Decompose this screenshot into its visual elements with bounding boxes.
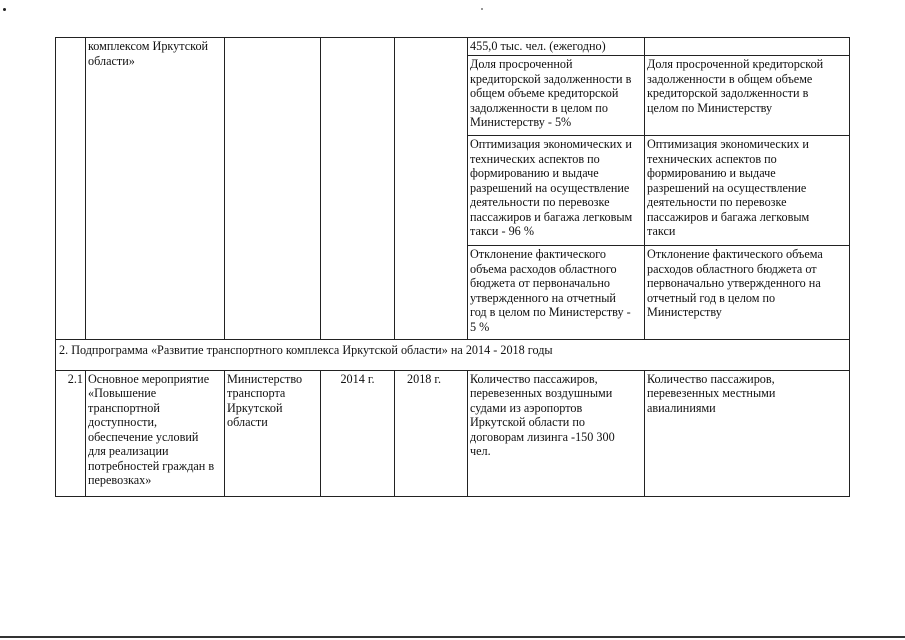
executor-line: Иркутской bbox=[227, 400, 283, 415]
indicator-line: кредиторской задолженности в bbox=[647, 86, 809, 100]
target-cell bbox=[468, 370, 645, 496]
table-row bbox=[56, 38, 850, 56]
indicator-line: первоначально утвержденного на bbox=[647, 276, 821, 290]
target-line: договорам лизинга -150 300 bbox=[470, 429, 615, 444]
event-line: транспортной bbox=[88, 400, 160, 415]
event-line: для реализации bbox=[88, 444, 169, 458]
target-line: 455,0 тыс. чел. (ежегодно) bbox=[470, 39, 606, 53]
target-line: разрешений на осуществление bbox=[470, 180, 630, 195]
target-line: кредиторской задолженности в bbox=[470, 71, 632, 86]
indicator-line: целом по Министерству bbox=[647, 100, 773, 115]
target-line: бюджета от первоначально bbox=[470, 276, 610, 290]
num-cell bbox=[56, 38, 86, 340]
indicator-line: Количество пассажиров, bbox=[647, 371, 775, 386]
indicator-line: формированию и выдаче bbox=[647, 166, 776, 180]
start-year-cell: 2014 г. bbox=[321, 370, 395, 496]
target-line: Министерству - 5% bbox=[470, 115, 572, 129]
indicator-line: перевезенных местными bbox=[647, 386, 776, 400]
event-line: перевозках» bbox=[88, 473, 152, 487]
event-line: доступности, bbox=[88, 415, 158, 429]
indicator-cell bbox=[645, 56, 850, 136]
indicator-line: деятельности по перевозке bbox=[647, 195, 787, 209]
target-line: технических аспектов по bbox=[470, 151, 600, 166]
target-line: общем объеме кредиторской bbox=[470, 86, 619, 100]
target-line: задолженности в целом по bbox=[470, 100, 608, 115]
target-cell bbox=[468, 56, 645, 136]
section-title: 2. Подпрограмма «Развитие транспортного комплекса Иркутской области» на 2014 - 2018 годы bbox=[56, 340, 850, 371]
target-line: Доля просроченной bbox=[470, 57, 573, 71]
target-line: 5 % bbox=[470, 319, 490, 334]
end-year-cell: 2018 г. bbox=[395, 370, 468, 496]
executor-line: области bbox=[227, 415, 268, 429]
target-line: Отклонение фактического bbox=[470, 247, 607, 261]
target-line: формированию и выдаче bbox=[470, 166, 599, 180]
event-line: комплексом Иркутской bbox=[88, 39, 209, 53]
event-line: потребностей граждан в bbox=[88, 458, 215, 473]
executor-line: транспорта bbox=[227, 386, 286, 400]
target-cell bbox=[468, 38, 645, 56]
event-line: области» bbox=[88, 53, 135, 68]
table-row bbox=[56, 370, 850, 496]
event-cell bbox=[86, 38, 225, 340]
indicator-line: Министерству bbox=[647, 305, 722, 319]
indicator-cell bbox=[645, 246, 850, 340]
target-cell bbox=[468, 136, 645, 246]
num-cell: 2.1 bbox=[56, 370, 86, 496]
scan-dot bbox=[481, 8, 483, 10]
target-line: пассажиров и багажа легковым bbox=[470, 209, 633, 224]
target-line: год в целом по Министерству - bbox=[470, 305, 631, 319]
indicator-line: такси bbox=[647, 224, 676, 238]
indicator-line: пассажиров и багажа легковым bbox=[647, 209, 810, 224]
target-line: чел. bbox=[470, 444, 491, 458]
indicator-line: отчетный год в целом по bbox=[647, 290, 776, 305]
event-line: обеспечение условий bbox=[88, 429, 199, 444]
indicator-cell bbox=[645, 370, 850, 496]
event-cell bbox=[86, 370, 225, 496]
executor-cell bbox=[225, 370, 321, 496]
indicator-line: расходов областного бюджета от bbox=[647, 261, 817, 276]
start-year-cell bbox=[321, 38, 395, 340]
indicator-line: задолженности в общем объеме bbox=[647, 71, 813, 86]
scan-dot bbox=[3, 8, 6, 11]
indicator-line: Оптимизация экономических и bbox=[647, 137, 809, 151]
target-line: деятельности по перевозке bbox=[470, 195, 610, 209]
indicator-cell bbox=[645, 136, 850, 246]
target-line: перевезенных воздушными bbox=[470, 386, 613, 400]
scan-edge bbox=[0, 636, 905, 638]
target-line: объема расходов областного bbox=[470, 261, 617, 276]
indicator-line: Доля просроченной кредиторской bbox=[647, 57, 824, 71]
section-row bbox=[56, 340, 850, 371]
target-line: Иркутской области по bbox=[470, 415, 585, 429]
indicator-line: разрешений на осуществление bbox=[647, 180, 807, 195]
target-line: судами из аэропортов bbox=[470, 400, 583, 415]
target-line: такси - 96 % bbox=[470, 224, 534, 238]
event-line: Основное мероприятие bbox=[88, 371, 210, 386]
target-cell bbox=[468, 246, 645, 340]
indicator-line: технических аспектов по bbox=[647, 151, 777, 166]
end-year-cell bbox=[395, 38, 468, 340]
indicator-cell bbox=[645, 38, 850, 56]
executor-line: Министерство bbox=[227, 371, 303, 386]
target-line: утвержденного на отчетный bbox=[470, 290, 616, 305]
program-table bbox=[55, 37, 850, 497]
target-line: Количество пассажиров, bbox=[470, 371, 598, 386]
executor-cell bbox=[225, 38, 321, 340]
target-line: Оптимизация экономических и bbox=[470, 137, 632, 151]
indicator-line: авиалиниями bbox=[647, 400, 716, 415]
event-line: «Повышение bbox=[88, 386, 157, 400]
indicator-line: Отклонение фактического объема bbox=[647, 247, 823, 261]
